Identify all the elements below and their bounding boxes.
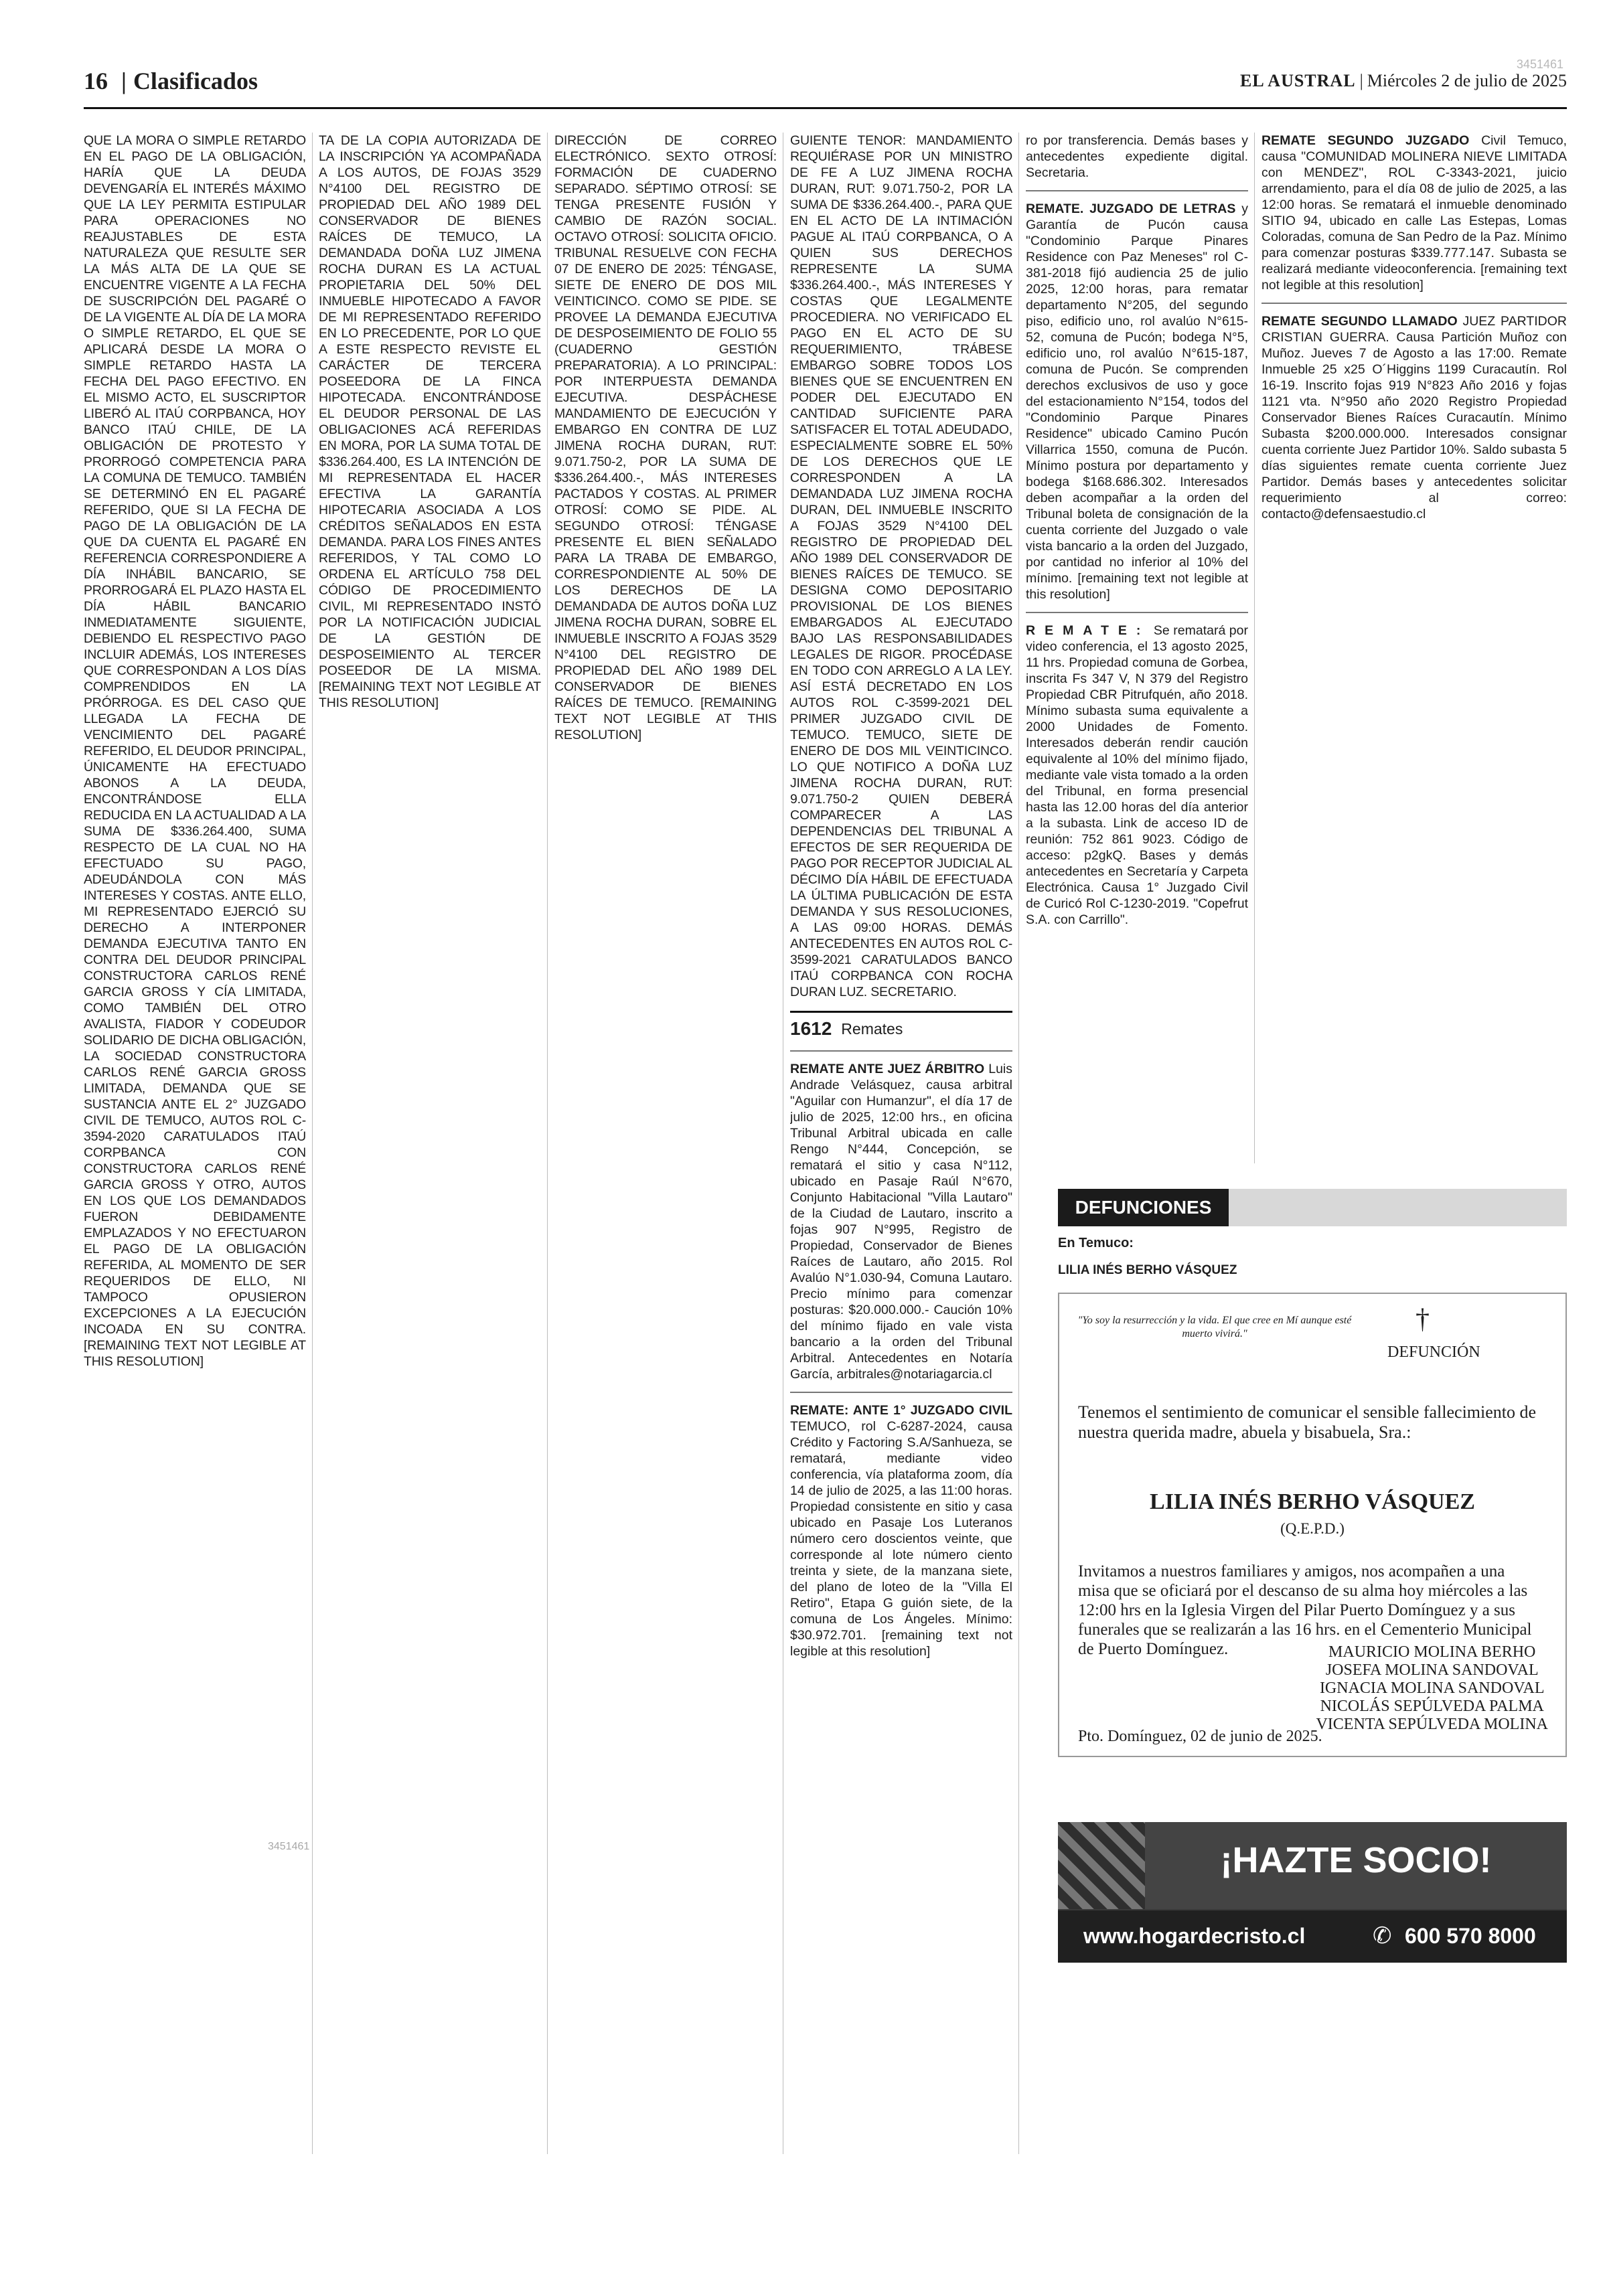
column-5 <box>1026 133 1248 1163</box>
notice-title: REMATE: <box>1026 623 1150 638</box>
family-member: IGNACIA MOLINA SANDOVAL <box>1319 1679 1545 1697</box>
family-member: VICENTA SEPÚLVEDA MOLINA <box>1316 1716 1548 1733</box>
notice-gorbea <box>1026 623 1248 928</box>
obituary-label: DEFUNCIÓN <box>1387 1343 1480 1361</box>
page-number: 16 <box>84 68 108 94</box>
notice-juzgado-civil <box>790 1402 1012 1659</box>
column-6 <box>1261 133 1567 1163</box>
obituary-dateline: Pto. Domínguez, 02 de junio de 2025. <box>1078 1728 1322 1745</box>
obituaries-heading: DEFUNCIONES <box>1075 1197 1212 1218</box>
column-1 <box>84 133 306 2141</box>
obituary-notice <box>1058 1293 1567 1757</box>
notice-body: TEMUCO, rol C-6287-2024, causa Crédito y Factoring S.A/Sanhueza, se rematará, mediante video conferencia, vía plataforma zoom, día 14 de julio de 2025, a las 11:00 horas. Propiedad consistente en sitio y casa ubicado en Pasaje Los Luteranos número cero doscientos veinte, que corresponde al lote número ciento treinta y siete, de la manzana siete, del plano de loteo de la "Villa El Retiro", Etapa G guión siete, de la comuna de Los Ángeles. Mínimo: $30.972.701. [remaining text not legible at this resolution] <box>790 1419 1012 1659</box>
obituary-invitation: Invitamos a nuestros familiares y amigos, nos acompañen a una misa que se oficiará por el descanso de su alma hoy miércoles a las 12:00 hrs en la Iglesia Virgen del Pilar Puerto Domínguez y a sus funerales que se realizarán a las 16 hrs. en el Cementerio Municipal de Puerto Domínguez. <box>1078 1562 1532 1658</box>
notice-body: Luis Andrade Velásquez, causa arbitral "Aguilar con Humanzur", el día 17 de julio de 2025, 12:00 hrs., en oficina Tribunal Arbitral ubicada en calle Rengo N°444, Concepción, se rematará el sitio y casa N°112, ubicado en Pasaje Raúl N°670, Conjunto Habitacional "Villa Lautaro" de la Ciudad de Lautaro, inscrito a fojas 907 N°995, Registro de Propiedad, Conservador de Bienes Raíces de Lautaro, año 2015. Rol Avalúo N°1.030-94, Comuna Lautaro. Precio mínimo para comenzar posturas: $20.000.000.- Caución 10% del mínimo fijado en vale vista bancario a la orden del Tribunal Arbitral. Antecedentes en Notaría García, arbitrales@notariagarcia.cl <box>790 1062 1012 1382</box>
section-code: 1612 <box>790 1018 832 1039</box>
family-member: JOSEFA MOLINA SANDOVAL <box>1325 1661 1539 1679</box>
notice-segundo-juzgado <box>1261 133 1567 293</box>
remates-section-heading <box>790 1011 1012 1037</box>
divider <box>790 1050 1012 1052</box>
column-2 <box>319 133 541 2141</box>
obituaries-section <box>1058 1189 1567 1757</box>
notice-title: REMATE SEGUNDO LLAMADO <box>1261 314 1458 329</box>
legal-notice-text: ro por transferencia. Demás bases y antecedentes expediente digital. Secretaria. <box>1026 133 1248 180</box>
ad-top-panel <box>1145 1822 1567 1909</box>
qepd: (Q.E.P.D.) <box>1280 1520 1345 1537</box>
family-signatures <box>1316 1643 1548 1734</box>
masthead-info <box>1240 71 1567 91</box>
ad-phone[interactable]: 600 570 8000 <box>1405 1924 1536 1948</box>
divider <box>1261 303 1567 304</box>
divider <box>1026 190 1248 191</box>
column-divider <box>547 133 548 2154</box>
obituaries-header-bar <box>1058 1189 1567 1226</box>
family-member: MAURICIO MOLINA BERHO <box>1328 1643 1536 1661</box>
legal-notice-text: QUE LA MORA O SIMPLE RETARDO EN EL PAGO DE LA OBLIGACIÓN, HARÍA QUE LA DEUDA DEVENGARÍA EL INTERÉS MÁXIMO QUE LA LEY PERMITA ESTIPULAR PARA OPERACIONES NO REAJUSTABLES DE ESTA NATURALEZA QUE RESULTE SER LA MÁS ALTA DE LA QUE SE ENCUENTRE VIGENTE A LA FECHA DE SUSCRIPCIÓN DEL PAGARÉ O DE LA VIGENTE AL DÍA DE LA MORA O SIMPLE RETARDO, EL QUE SE APLICARÁ DESDE LA MORA O SIMPLE RETARDO HASTA LA FECHA DEL PAGO EFECTIVO. EN EL MISMO ACTO, EL SUSCRIPTOR LIBERÓ AL ITAÚ CORPBANCA, HOY BANCO ITAÚ CHILE, DE LA OBLIGACIÓN DE PROTESTO Y PRORROGÓ COMPETENCIA PARA LA COMUNA DE TEMUCO. TAMBIÉN SE DETERMINÓ EN EL PAGARÉ REFERIDO, QUE SI LA FECHA DE PAGO DE LA OBLIGACIÓN DE LA QUE DA CUENTA EL PAGARÉ EN REFERENCIA CORRESPONDIERE A DÍA INHÁBIL BANCARIO, SE PRORROGARÁ EL PLAZO HASTA EL DÍA HÁBIL BANCARIO INMEDIATAMENTE SIGUIENTE, DEBIENDO EL RESPECTIVO PAGO INCLUIR ADEMÁS, LOS INTERESES QUE CORRESPONDAN A LOS DÍAS COMPRENDIDOS EN LA PRÓRROGA. ES DEL CASO QUE LLEGADA LA FECHA DE VENCIMIENTO DEL PAGARÉ REFERIDO, EL DEUDOR PRINCIPAL, ÚNICAMENTE HA EFECTUADO ABONOS A LA DEUDA, ENCONTRÁNDOSE ELLA REDUCIDA EN LA ACTUALIDAD A LA SUMA DE $336.264.400, SUMA RESPECTO DE LA CUAL NO HA EFECTUADO SU PAGO, ADEUDÁNDOLA CON MÁS INTERESES Y COSTAS. ANTE ELLO, MI REPRESENTADO EJERCIÓ SU DERECHO A INTERPONER DEMANDA EJECUTIVA TANTO EN CONTRA DEL DEUDOR PRINCIPAL CONSTRUCTORA CARLOS RENÉ GARCIA GROSS Y CÍA LIMITADA, COMO TAMBIÉN DEL OTRO AVALISTA, FIADOR Y CODEUDOR SOLIDARIO DE DICHA OBLIGACIÓN, LA SOCIEDAD CONSTRUCTORA CARLOS RENÉ GARCIA GROSS LIMITADA, DEMANDA QUE SE SUSTANCIA ANTE EL 2° JUZGADO CIVIL DE TEMUCO, AUTOS ROL C-3594-2020 CARATULADOS ITAÚ CORPBANCA CON CONSTRUCTORA CARLOS RENÉ GARCIA GROSS Y OTRO, AUTOS EN LOS QUE LOS DEMANDADOS FUERON DEBIDAMENTE EMPLAZADOS Y NO EFECTUARON EL PAGO DE LA OBLIGACIÓN REFERIDA, AL MOMENTO DE SER REQUERIDOS DE ELLO, NI TAMPOCO OPUSIERON EXCEPCIONES A LA EJECUCIÓN INCOADA EN SU CONTRA. [REMAINING TEXT NOT LEGIBLE AT THIS RESOLUTION] <box>84 133 306 1369</box>
column-divider <box>1018 133 1019 2154</box>
header-separator: | <box>1359 71 1363 90</box>
notice-arbitro <box>790 1061 1012 1382</box>
section-label: Remates <box>841 1020 903 1038</box>
deceased-name: LILIA INÉS BERHO VÁSQUEZ <box>1150 1489 1475 1514</box>
ad-stripe-graphic <box>1058 1822 1145 1909</box>
column-divider <box>1254 133 1255 1163</box>
obituary-quote: "Yo soy la resurrección y la vida. El que cree en Mí aunque esté muerto vivirá." <box>1077 1315 1352 1339</box>
column-3 <box>554 133 777 2141</box>
notice-body: Civil Temuco, causa "COMUNIDAD MOLINERA NIEVE LIMITADA con MENDEZ", ROL C-3343-2021, juicio arrendamiento, para el día 08 de julio de 2025, a las 12:00 horas. Se rematará el inmueble denominado SITIO 94, ubicado en calle Las Estepas, Lomas Coloradas, comuna de San Pedro de la Paz. Mínimo para comenzar posturas $339.777.147. Subasta se realizará mediante videoconferencia. [remaining text not legible at this resolution] <box>1261 133 1567 293</box>
legal-notice-text: TA DE LA COPIA AUTORIZADA DE LA INSCRIPCIÓN YA ACOMPAÑADA A LOS AUTOS, DE FOJAS 3529 N°4100 DEL REGISTRO DE PROPIEDAD DEL AÑO 1989 DEL CONSERVADOR DE BIENES RAÍCES DE TEMUCO, LA DEMANDADA DOÑA LUZ JIMENA ROCHA DURAN ES LA ACTUAL PROPIETARIA DEL 50% DEL INMUEBLE HIPOTECADO A FAVOR DE MI REPRESENTADO REFERIDO EN LO PRECEDENTE, POR LO QUE A ESTE RESPECTO REVISTE EL CARÁCTER DE TERCERA POSEEDORA DE LA FINCA HIPOTECADA. ENCONTRÁNDOSE EL DEUDOR PERSONAL DE LAS OBLIGACIONES ACÁ REFERIDAS EN MORA, POR LA SUMA TOTAL DE $336.264.400, ES LA INTENCIÓN DE MI REPRESENTADA EL HACER EFECTIVA LA GARANTÍA HIPOTECARIA ASOCIADA A LOS CRÉDITOS SEÑALADOS EN ESTA DEMANDA. PARA LOS FINES ANTES REFERIDOS, Y TAL COMO LO ORDENA EL ARTÍCULO 758 DEL CÓDIGO DE PROCEDIMIENTO CIVIL, MI REPRESENTADO INSTÓ POR LA NOTIFICACIÓN JUDICIAL DE LA GESTIÓN DE DESPOSEIMIENTO AL TERCER POSEEDOR DE LA MISMA. [REMAINING TEXT NOT LEGIBLE AT THIS RESOLUTION] <box>319 133 541 710</box>
obituary-announcement: Tenemos el sentimiento de comunicar el sensible fallecimiento de nuestra querida madre, abuela y bisabuela, Sra.: <box>1078 1402 1537 1442</box>
newspaper-name: EL AUSTRAL <box>1239 71 1356 90</box>
ad-url[interactable]: www.hogardecristo.cl <box>1083 1924 1306 1948</box>
notice-title: REMATE. JUZGADO DE LETRAS <box>1026 201 1236 216</box>
legal-notice-text: GUIENTE TENOR: MANDAMIENTO REQUIÉRASE POR UN MINISTRO DE FE A LUZ JIMENA ROCHA DURAN, RUT: 9.071.750-2, POR LA SUMA DE $336.264.400.-, PARA QUE EN EL ACTO DE LA INTIMACIÓN PAGUE AL ITAÚ CORPBANCA, O A QUIEN SUS DERECHOS REPRESENTE LA SUMA $336.264.400.-, MÁS INTERESES Y COSTAS QUE LEGALMENTE PROCEDIERA. NO VERIFICADO EL PAGO EN EL ACTO DE SU REQUERIMIENTO, TRÁBESE EMBARGO SOBRE TODOS LOS BIENES QUE SE ENCUENTREN EN PODER DEL EJECUTADO EN CANTIDAD SUFICIENTE PARA SATISFACER EL TOTAL ADEUDADO, ESPECIALMENTE SOBRE EL 50% DE LOS DERECHOS QUE LE CORRESPONDEN A LA DEMANDADA LUZ JIMENA ROCHA DURAN, DEL INMUEBLE INSCRITO A FOJAS 3529 N°4100 DEL REGISTRO DE PROPIEDAD DEL AÑO 1989 DEL CONSERVADOR DE BIENES RAÍCES DE TEMUCO. SE DESIGNA COMO DEPOSITARIO PROVISIONAL DE LOS BIENES EMBARGADOS AL EJECUTADO BAJO LAS RESPONSABILIDADES LEGALES DE RIGOR. PROCÉDASE EN TODO CON ARREGLO A LA LEY. ASÍ ESTÁ DECRETADO EN LOS AUTOS ROL C-3599-2021 DEL PRIMER JUZGADO CIVIL DE TEMUCO. TEMUCO, SIETE DE ENERO DE DOS MIL VEINTICINCO. LO QUE NOTIFICO A DOÑA LUZ JIMENA ROCHA DURAN, RUT: 9.071.750-2 QUIEN DEBERÁ COMPARECER A LAS DEPENDENCIAS DEL TRIBUNAL A EFECTOS DE SER REQUERIDA DE PAGO POR RECEPTOR JUDICIAL AL DÉCIMO DÍA HÁBIL DE EFECTUADA LA ÚLTIMA PUBLICACIÓN DE ESTA DEMANDA Y SUS RESOLUCIONES, A LAS 09:00 HORAS. DEMÁS ANTECEDENTES EN AUTOS ROL C-3599-2021 CARATULADOS BANCO ITAÚ CORPBANCA CON ROCHA DURAN LUZ. SECRETARIO. <box>790 133 1012 999</box>
divider <box>1026 612 1248 613</box>
notice-body: y Garantía de Pucón causa "Condominio Parque Pinares Residence con Paz Meneses" rol C-381-2018 fijó audiencia 25 de julio 2025, 12:00 horas, para rematar departamento N°205, del segundo piso, edificio uno, rol avalúo N°615-52, comuna de Pucón; bodega N°5, edificio uno, rol avalúo N°615-187, comuna de Pucón. Se comprenden derechos exclusivos de uso y goce del estacionamiento N°154, todos del "Condominio Parque Pinares Residence" ubicado Camino Pucón Villarrica 1550, comuna de Pucón. Mínimo postura por departamento y bodega $168.686.302. Interesados deben acompañar a la orden del Tribunal boleta de consignación de la cuenta corriente del Juzgado o vale vista bancario a la orden del Juzgado, por cantidad no inferior al 10% del mínimo. [remaining text not legible at this resolution] <box>1026 201 1248 602</box>
header-rule <box>84 107 1567 109</box>
divider <box>790 1392 1012 1393</box>
ad-headline: ¡HAZTE SOCIO! <box>1220 1840 1492 1880</box>
column-4 <box>790 133 1012 2141</box>
section-name: | Clasificados <box>121 67 258 95</box>
legal-notice-text: DIRECCIÓN DE CORREO ELECTRÓNICO. SEXTO OTROSÍ: FORMACIÓN DE CUADERNO SEPARADO. SÉPTIMO OTROSÍ: SE TENGA PRESENTE FUSIÓN Y CAMBIO DE RAZÓN SOCIAL. OCTAVO OTROSÍ: SOLICITA OFICIO. TRIBUNAL RESUELVE CON FECHA 07 DE ENERO DE 2025: TÉNGASE, SIETE DE ENERO DE DOS MIL VEINTICINCO. COMO SE PIDE. SE PROVEE LA DEMANDA EJECUTIVA DE DESPOSEIMIENTO DE FOLIO 55 (CUADERNO GESTIÓN PREPARATORIA). A LO PRINCIPAL: POR INTERPUESTA DEMANDA EJECUTIVA. DESPÁCHESE MANDAMIENTO DE EJECUCIÓN Y EMBARGO EN CONTRA DE LUZ JIMENA ROCHA DURAN, RUT: 9.071.750-2, POR LA SUMA DE $336.264.400.-, MÁS INTERESES PACTADOS Y COSTAS. AL PRIMER OTROSÍ: COMO SE PIDE. AL SEGUNDO OTROSÍ: TÉNGASE PRESENTE EL BIEN SEÑALADO PARA LA TRABA DE EMBARGO, CORRESPONDIENTE AL 50% DE LOS DERECHOS DE LA DEMANDADA DE AUTOS DOÑA LUZ JIMENA ROCHA DURAN, SOBRE EL INMUEBLE INSCRITO A FOJAS 3529 N°4100 DEL REGISTRO DE PROPIEDAD DEL AÑO 1989 DEL CONSERVADOR DE BIENES RAÍCES DE TEMUCO. [REMAINING TEXT NOT LEGIBLE AT THIS RESOLUTION] <box>554 133 777 742</box>
obituaries-tab <box>1058 1189 1229 1226</box>
obituary-name: LILIA INÉS BERHO VÁSQUEZ <box>1058 1263 1237 1277</box>
notice-segundo-llamado <box>1261 313 1567 522</box>
page-header <box>84 58 1567 100</box>
notice-body: JUEZ PARTIDOR CRISTIAN GUERRA. Causa Partición Muñoz con Muñoz. Jueves 7 de Agosto a las 17:00. Remate Inmueble 25 x25 O´Higgins 1199 Curacautín. Rol 16-19. Inscrito fojas 919 N°823 Año 2016 y fojas 1121 vta. N°950 año 2020 Registro Propiedad Conservador Bienes Raíces Curacautín. Mínimo Subasta $200.000.000. Interesados consignar cuenta corriente Juez Partidor 10%. Saldo subasta 5 días siguientes remate cuenta corriente Juez Partidor. Demás bases y antecedentes solicitar requerimiento al correo: contacto@defensaestudio.cl <box>1261 314 1567 521</box>
notice-title: REMATE ANTE JUEZ ÁRBITRO <box>790 1062 985 1076</box>
ad-bottom-panel <box>1058 1910 1567 1963</box>
family-member: NICOLÁS SEPÚLVEDA PALMA <box>1320 1698 1544 1715</box>
notice-body: Se rematará por video conferencia, el 13 agosto 2025, 11 hrs. Propiedad comuna de Gorbea, inscrita Fs 347 V, N 379 del Registro Propiedad CBR Pitrufquén, año 2018. Mínimo subasta suma equivalente a 2000 Unidades de Fomento. Interesados deberán rendir caución equivalente al 10% del mínimo fijado, mediante vale vista tomado a la orden del Tribunal, en forma presencial hasta las 12.00 horas del día anterior a la subasta. Link de acceso ID de reunión: 752 861 9023. Código de acceso: p2gkQ. Bases y demás antecedentes en Secretaría y Carpeta Electrónica. Causa 1° Juzgado Civil de Curicó Rol C-1230-2019. "Copefrut S.A. con Carrillo". <box>1026 623 1248 927</box>
phone-icon: ✆ <box>1373 1923 1392 1949</box>
cross-icon: † <box>1415 1304 1430 1335</box>
notice-pucon <box>1026 201 1248 602</box>
scan-mark: 3451461 <box>268 1841 310 1852</box>
column-divider <box>312 133 313 2154</box>
notice-title: REMATE SEGUNDO JUZGADO <box>1261 133 1470 148</box>
obituary-city: En Temuco: <box>1058 1236 1134 1250</box>
hogar-de-cristo-ad[interactable] <box>1058 1822 1567 1963</box>
notice-title: REMATE: ANTE 1° JUZGADO CIVIL <box>790 1403 1012 1418</box>
issue-date: Miércoles 2 de julio de 2025 <box>1367 71 1567 90</box>
header-code: 3451461 <box>1516 58 1563 71</box>
